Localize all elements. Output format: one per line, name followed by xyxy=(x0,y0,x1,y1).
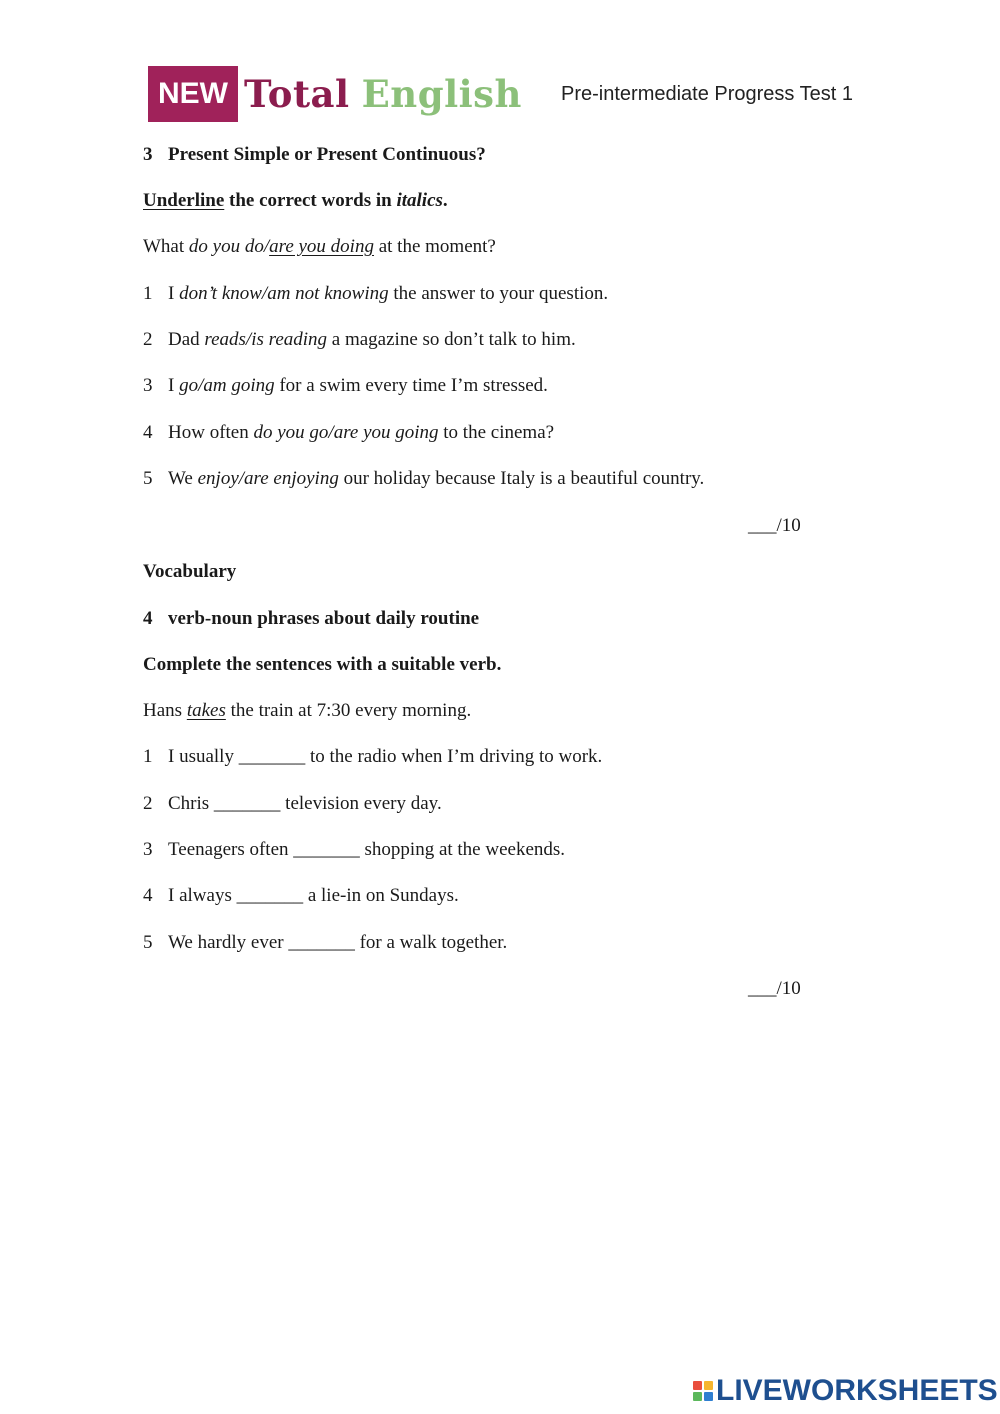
section-3-item-1 xyxy=(143,282,608,306)
section-4-example xyxy=(143,699,471,723)
item-options[interactable]: enjoy/are enjoying xyxy=(197,468,339,489)
item-number: 1 xyxy=(143,746,153,767)
example-text-start: Hans xyxy=(143,700,187,721)
logo-square xyxy=(693,1381,702,1390)
section-3-item-3 xyxy=(143,374,548,398)
item-number: 2 xyxy=(143,793,153,814)
item-number: 4 xyxy=(143,885,153,906)
section-3-instruction xyxy=(143,189,448,213)
section-3-heading xyxy=(143,143,486,167)
item-number: 1 xyxy=(143,283,153,304)
item-sentence: We hardly ever _______ for a walk together. xyxy=(168,932,508,953)
section-4-item-1[interactable] xyxy=(143,745,602,769)
item-text-end: for a swim every time I’m stressed. xyxy=(274,375,548,396)
logo-english-text: English xyxy=(361,72,522,116)
item-text-end: to the cinema? xyxy=(438,422,555,443)
example-answer: takes xyxy=(186,700,226,721)
item-options[interactable]: reads/is reading xyxy=(204,329,328,350)
item-sentence: Chris _______ television every day. xyxy=(168,793,442,814)
section-4-item-2[interactable] xyxy=(143,792,442,816)
item-text-end: a magazine so don’t talk to him. xyxy=(327,329,576,350)
section-3-score: ___/10 xyxy=(748,515,801,536)
instruction-italic-word: italics xyxy=(396,190,443,211)
example-text-end: at the moment? xyxy=(373,236,496,257)
section-4-heading xyxy=(143,607,479,631)
item-options[interactable]: don’t know/am not knowing xyxy=(179,283,389,304)
example-option-1[interactable]: do you do xyxy=(188,236,264,257)
new-total-english-logo xyxy=(148,66,522,122)
test-title: Pre-intermediate Progress Test 1 xyxy=(561,83,853,105)
section-3-title: Present Simple or Present Continuous? xyxy=(168,144,486,165)
section-4-title: verb-noun phrases about daily routine xyxy=(168,608,480,629)
section-4-instruction: Complete the sentences with a suitable verb. xyxy=(143,654,502,675)
example-option-2-underlined[interactable]: are you doing xyxy=(269,236,374,257)
instruction-end: . xyxy=(442,190,448,211)
liveworksheets-logo-icon xyxy=(693,1381,713,1401)
item-options[interactable]: go/am going xyxy=(179,375,275,396)
item-text-start: I xyxy=(168,283,180,304)
logo-total-text: Total xyxy=(244,72,350,116)
example-text-end: the train at 7:30 every morning. xyxy=(225,700,472,721)
logo-square xyxy=(704,1392,713,1401)
logo-square xyxy=(693,1392,702,1401)
item-sentence: Teenagers often _______ shopping at the weekends. xyxy=(168,839,566,860)
section-3-item-4 xyxy=(143,421,554,445)
item-text-start: We xyxy=(168,468,198,489)
instruction-underline-word: Underline xyxy=(143,190,225,211)
item-number: 4 xyxy=(143,422,153,443)
instruction-mid: the correct words in xyxy=(224,190,397,211)
item-text-start: How often xyxy=(168,422,254,443)
item-sentence: I always _______ a lie-in on Sundays. xyxy=(168,885,459,906)
section-3-example xyxy=(143,235,496,259)
logo-square xyxy=(704,1381,713,1390)
section-3-number: 3 xyxy=(143,144,153,165)
logo-new-badge: NEW xyxy=(148,66,238,122)
item-number: 3 xyxy=(143,375,153,396)
section-4-item-4[interactable] xyxy=(143,884,459,908)
item-text-end: the answer to your question. xyxy=(388,283,609,304)
vocabulary-heading: Vocabulary xyxy=(143,561,237,582)
item-text-end: our holiday because Italy is a beautiful country. xyxy=(338,468,705,489)
example-slash: / xyxy=(263,236,270,257)
item-number: 5 xyxy=(143,932,153,953)
section-4-number: 4 xyxy=(143,608,153,629)
liveworksheets-watermark xyxy=(693,1374,998,1408)
section-3-item-2 xyxy=(143,328,576,352)
liveworksheets-text: LIVEWORKSHEETS xyxy=(716,1374,998,1407)
item-number: 3 xyxy=(143,839,153,860)
item-text-start: I xyxy=(168,375,180,396)
section-4-score: ___/10 xyxy=(748,978,801,999)
example-text-start: What xyxy=(143,236,189,257)
item-number: 2 xyxy=(143,329,153,350)
section-4-item-3[interactable] xyxy=(143,838,565,862)
section-3-item-5 xyxy=(143,467,704,491)
item-sentence: I usually _______ to the radio when I’m driving to work. xyxy=(168,746,603,767)
item-text-start: Dad xyxy=(168,329,205,350)
item-options[interactable]: do you go/are you going xyxy=(253,422,439,443)
item-number: 5 xyxy=(143,468,153,489)
section-4-item-5[interactable] xyxy=(143,931,507,955)
